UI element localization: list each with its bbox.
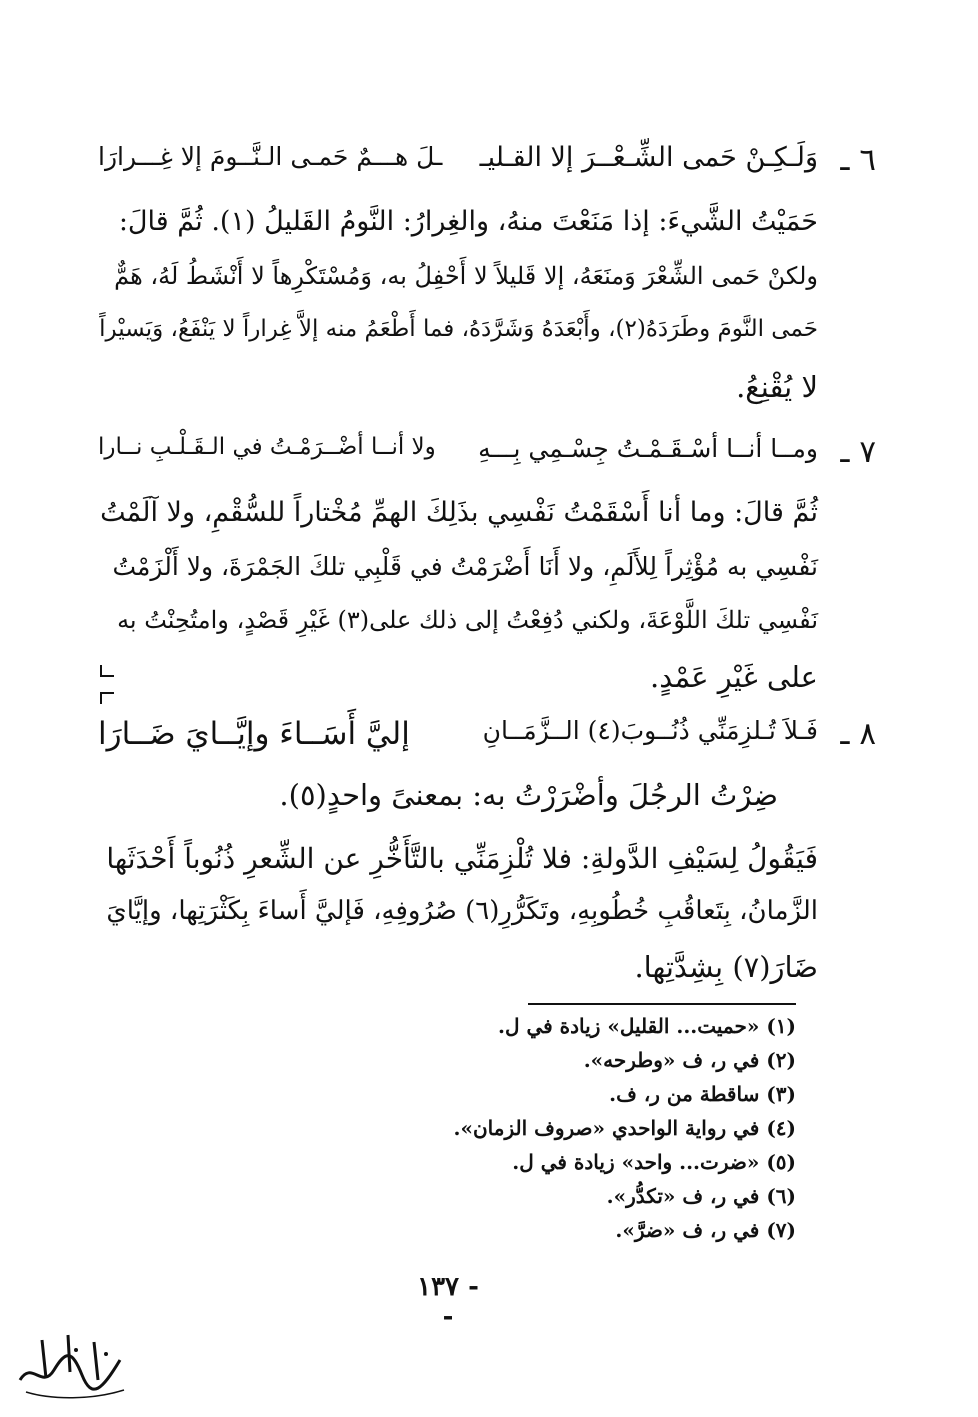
verse-second-hemistich: ولا أنــا أضْــرَمْـتُ في الـقَـلْـبِ نــارا [98, 434, 436, 460]
verse-second-hemistich: إليَّ أَسَــاءَ وإيَّــايَ ضَــارَا [98, 716, 410, 752]
footnote: (١) «حميت... القليل» زيادة في ل. [498, 1014, 796, 1038]
text-line: الزَّمانُ، بِتَعاقُبِ خُطُوبِهِ، وتَكَرُّرِ(٦) صُرُوفِهِ، فَإليَّ أَساءَ بِكَثْرَتِها، وإيَّايَ [106, 896, 818, 926]
text-line: ثُمَّ قالَ: وما أنا أَسْقَمْتُ نَفْسِي بذَلِكَ الهمِّ مُخْتاراً للسُّقْمِ، ولا آلَمْتُ [100, 497, 818, 528]
footnote: (٤) في رواية الواحدي «صروف الزمان». [453, 1116, 796, 1140]
footnote: (٥) «ضرت... واحد» زيادة في ل. [512, 1150, 796, 1174]
verse-first-hemistich: ومــا أنــا أسْـقَـمْـتُ جِسْـمِي بِـــهِ [478, 434, 818, 463]
verse-number: ٦ ـ [840, 142, 876, 178]
bracket-mark [100, 665, 114, 677]
footnote-rule [528, 1003, 796, 1005]
text-line: على غَيْرِ عَمْدٍ. [650, 660, 818, 694]
bracket-mark [100, 692, 114, 704]
verse-6 [98, 142, 876, 190]
footnote: (٧) في ر، ف «ضرَّ». [615, 1218, 796, 1242]
verse-number: ٨ ـ [840, 716, 876, 752]
text-line: ولكنْ حَمى الشِّعْرَ وَمنَعَهُ، إلا قَليلاً لا أَحْفِلُ به، وَمُسْتَكْرِهاً لا أَنْشَطُ لَهُ، هَمٌّ [114, 262, 818, 290]
verse-first-hemistich: وَلَـكِـنْ حَمى الشِّـعْــرَ إلا القـليـ [479, 142, 818, 173]
page-number: - ١٣٧ - [417, 1272, 479, 1332]
verse-8 [98, 716, 876, 764]
footnote: (٢) في ر، ف «وطرحه». [583, 1048, 796, 1072]
verse-number: ٧ ـ [840, 434, 876, 470]
footnote: (٦) في ر، ف «تكدُّر». [606, 1184, 796, 1208]
text-line: فَيَقُولُ لِسَيْفِ الدَّولةِ: فلا تُلْزِمَنِّي بالتَّأَخُّرِ عن الشِّعرِ ذُنُوباً أَحْدَثَها [106, 842, 818, 875]
text-line: ضَارَ(٧) بِشِدَّتِها. [634, 950, 818, 984]
verse-7 [98, 434, 876, 482]
footnote: (٣) ساقطة من ر، ف. [609, 1082, 796, 1106]
text-line: حَمَيْتُ الشَّيءَ: إذا مَنَعْتَ منهُ، والغِرارُ: النَّومُ القَليلُ (١). ثُمَّ قالَ: [118, 206, 818, 237]
calligraphy-stamp-icon [12, 1320, 132, 1410]
verse-first-hemistich: فَـلاَ تُـلزِمَنِّي ذُنُــوبَ(٤) الــزَّمَــانِ [482, 716, 818, 745]
verse-second-hemistich: ـلَ هـــمٌ حَمـى الـنَّــومَ إلا غِـــرارَا [98, 142, 443, 171]
gloss-line: ضِرْتُ الرجُلَ وأضْرَرْتُ به: بمعنىً واحدٍ(٥). [279, 778, 778, 812]
text-line: حَمى النَّومَ وطَرَدَهُ(٢)، وأَبْعَدَهُ وَشَرَّدَهُ، فما أَطْعَمُ منه إلاَّ غِراراً لا يَنْفَعُ، وَيَسيْراً [99, 316, 818, 342]
text-line: نَفْسِي به مُؤْثِراً لِلأَلَمِ، ولا أَنَا أَضْرَمْتُ في قَلْبِي تلكَ الجَمْرَةَ، ولا أَلْزَمْتُ [112, 552, 818, 581]
text-line: لا يُقْنِعُ. [736, 370, 818, 404]
text-line: نَفْسِي تلكَ اللَّوْعَةَ، ولكني دُفِعْتُ إلى ذلك على(٣) غَيْرِ قَصْدٍ، وامتُحِنْتُ به [117, 606, 818, 634]
